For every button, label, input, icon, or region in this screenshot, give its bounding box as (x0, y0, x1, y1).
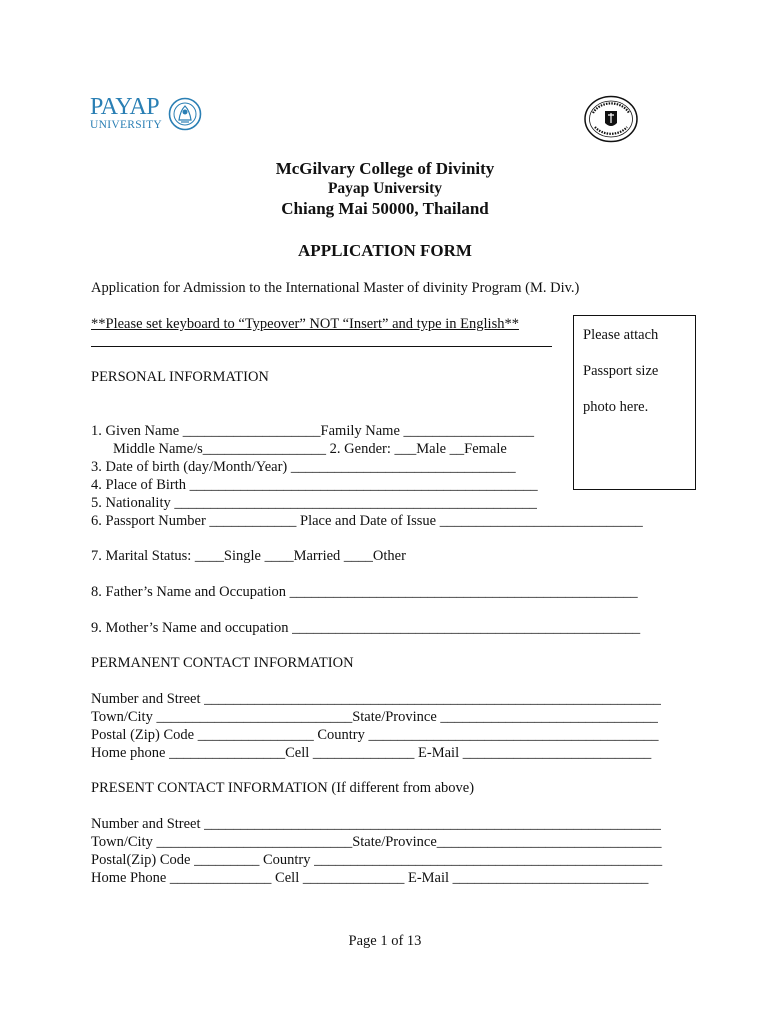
father-field[interactable]: 8. Father’s Name and Occupation ________________________________________________ (91, 584, 638, 600)
photo-box-line3: photo here. (583, 399, 649, 415)
date-of-birth-field[interactable]: 3. Date of birth (day/Month/Year) _______________________________ (91, 459, 516, 475)
present-street-field[interactable]: Number and Street _______________________________________________________________ (91, 816, 661, 832)
permanent-phone-field[interactable]: Home phone ________________Cell ______________ E-Mail __________________________ (91, 745, 652, 761)
college-name: McGilvary College of Divinity (275, 159, 495, 178)
place-of-birth-field[interactable]: 4. Place of Birth ________________________________________________ (91, 477, 538, 493)
logo-name: PAYAP (90, 94, 160, 120)
present-phone-field[interactable]: Home Phone ______________ Cell ______________ E-Mail ___________________________ (91, 870, 649, 886)
photo-attachment-box (573, 315, 696, 490)
college-seal-icon (583, 95, 639, 143)
logo-subtitle: UNIVERSITY (90, 119, 162, 131)
page-number: Page 1 of 13 (348, 933, 422, 949)
keyboard-note: **Please set keyboard to “Typeover” NOT “Insert” and type in English** (91, 316, 519, 332)
separator-line (91, 346, 552, 347)
present-contact-heading: PRESENT CONTACT INFORMATION (If different from above) (91, 780, 475, 796)
permanent-town-field[interactable]: Town/City ___________________________State/Province ______________________________ (91, 709, 658, 725)
university-emblem-icon (168, 97, 202, 131)
permanent-street-field[interactable]: Number and Street _______________________________________________________________ (91, 691, 661, 707)
photo-box-line1: Please attach (583, 327, 659, 343)
permanent-postal-field[interactable]: Postal (Zip) Code ________________ Country ________________________________________ (91, 727, 659, 743)
middle-name-gender-field[interactable]: Middle Name/s_________________ 2. Gender: ___Male __Female (113, 441, 507, 457)
university-name: Payap University (327, 180, 443, 197)
form-title: APPLICATION FORM (298, 241, 472, 260)
photo-box-line2: Passport size (583, 363, 659, 379)
present-postal-field[interactable]: Postal(Zip) Code _________ Country ________________________________________________ (91, 852, 663, 868)
present-town-field[interactable]: Town/City ___________________________State/Province_______________________________ (91, 834, 662, 850)
personal-info-heading: PERSONAL INFORMATION (91, 369, 269, 385)
marital-status-field[interactable]: 7. Marital Status: ____Single ____Married ____Other (91, 548, 406, 564)
university-address: Chiang Mai 50000, Thailand (281, 199, 489, 218)
mother-field[interactable]: 9. Mother’s Name and occupation ________________________________________________ (91, 620, 641, 636)
passport-field[interactable]: 6. Passport Number ____________ Place and Date of Issue ____________________________ (91, 513, 643, 529)
permanent-contact-heading: PERMANENT CONTACT INFORMATION (91, 655, 354, 671)
given-family-name-field[interactable]: 1. Given Name ___________________Family Name __________________ (91, 423, 535, 439)
nationality-field[interactable]: 5. Nationality __________________________________________________ (91, 495, 537, 511)
intro-text: Application for Admission to the International Master of divinity Program (M. Div.) (91, 280, 580, 296)
payap-university-logo (90, 95, 200, 139)
